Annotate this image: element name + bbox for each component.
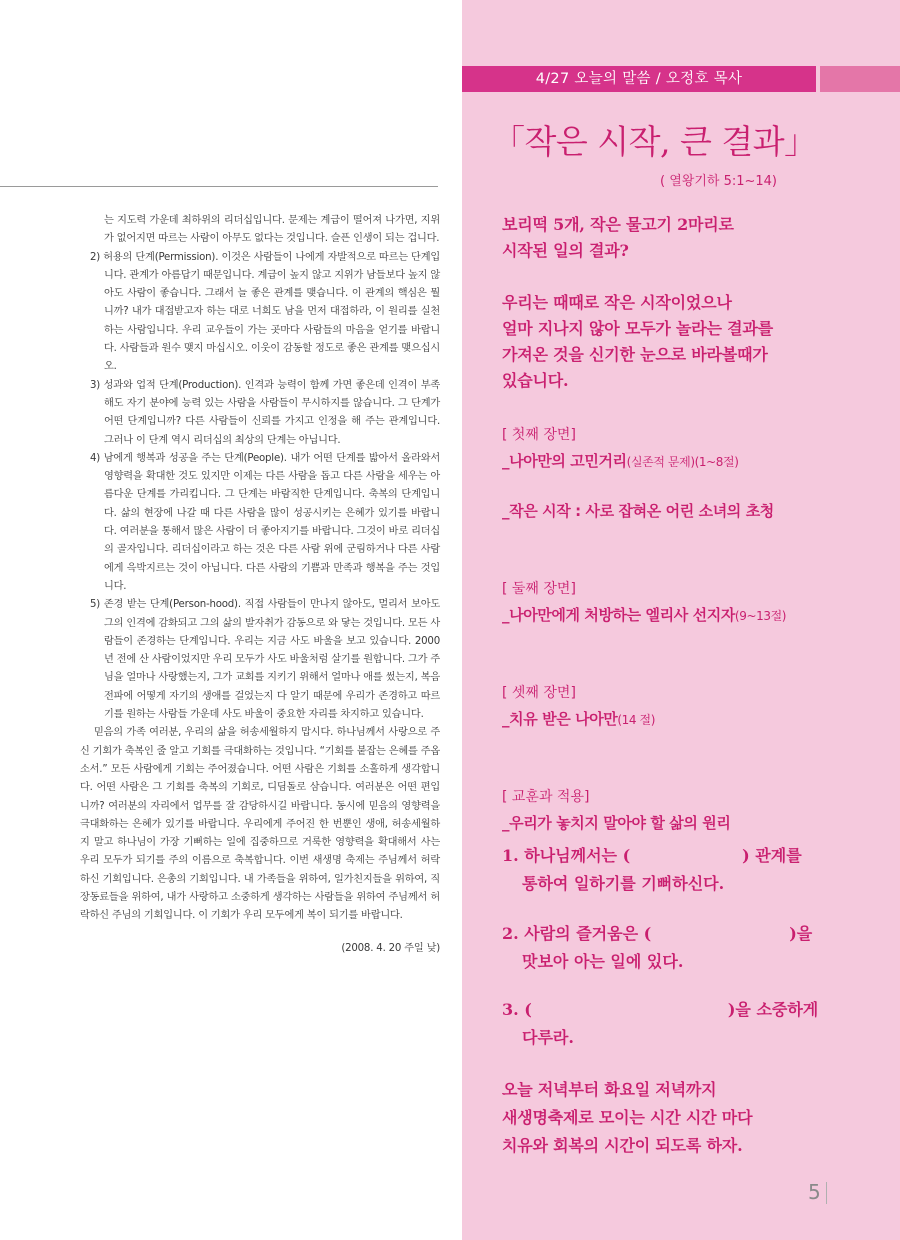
lesson-label: [ 교훈과 적용] [502, 789, 590, 805]
scene3-point1 [502, 708, 655, 729]
list-item-4: 4) 남에게 행복과 성공을 주는 단계(People). 내가 어떤 단계를 밟아서 올라와서 영향력을 확대한 것도 있지만 이제는 다른 사람을 돕고 다른 사람을 세우는 아름다운 단계를 가리킵니다. 그 단계는 바람직한 단계입니다. 축복의 단계입니다. 삶의 현장에 나갈 때 다른 사람을 많이 성공시키는 은혜가 있기를 바랍니다. 여러분을 통해서 많은 사람이 더 좋아지기를 바랍니다. 그것이 바로 리더십의 골자입니다. 리더십이라고 하는 것은 다른 사람 위에 군림하거나 다른 사람에게 윽박지르는 것이 아닙니다. 다른 사람의 기쁨과 만족과 행복을 주는 것입니다. [90, 452, 440, 592]
point-text: _나아만에게 처방하는 엘리사 선지자 [502, 606, 735, 624]
text-line: 새생명축제로 모이는 시간 시간 마다 [502, 1108, 753, 1127]
page-number: 5 [808, 1180, 821, 1204]
lesson-line [502, 842, 842, 870]
point-note: (실존적 문제)(1~8절) [626, 455, 739, 469]
scene1-point1 [502, 450, 738, 471]
lesson-line: 맛보아 아는 일에 있다. [522, 952, 684, 971]
sermon-date: (2008. 4. 20 주일 낮) [341, 942, 440, 954]
blank-start: 2. 사람의 즐거움은 ( [502, 924, 652, 943]
blank-end: ) 관계를 [742, 846, 802, 865]
text-line: 오늘 저녁부터 화요일 저녁까지 [502, 1080, 717, 1099]
closing-paragraph: 믿음의 가족 여러분, 우리의 삶을 허송세월하지 맙시다. 하나님께서 사랑으로 주신 기회가 축복인 줄 알고 기회를 극대화하는 것입니다. “기회를 붙잡는 은혜를 주옵소서.” 모든 사람에게 기회는 주어졌습니다. 어떤 사람은 기회를 소홀하게 생각합니다. 어떤 사람은 그 기회를 축복의 기회로, 디딤돌로 삼습니다. 여러분은 어떤 편입니까? 여러분의 자리에서 업무를 잘 감당하시길 바랍니다. 동시에 믿음의 영향력을 극대화하는 은혜가 있기를 바랍니다. 우리에게 주어진 한 번뿐인 생애, 허송세월하지 말고 하나님이 가장 기뻐하는 일에 집중하므로 거룩한 영향력을 확대해서 사는 우리 모두가 되기를 주의 이름으로 축복합니다. 이번 새생명 축제는 주님께서 허락하신 기회입니다. 은총의 기회입니다. 내 가족들을 위하여, 일가친지들을 위하여, 직장동료들을 위하여, 내가 사랑하고 소중하게 생각하는 사람들을 위하여 주님께서 허락하신 주님의 기회입니다. 이 기회가 우리 모두에게 복이 되기를 바랍니다. [80, 727, 440, 922]
lesson-line [502, 996, 842, 1024]
text-line: 보리떡 5개, 작은 물고기 2마리로 [502, 215, 734, 234]
lesson-item-3 [502, 996, 842, 1052]
lesson-line: 다루라. [522, 1028, 574, 1047]
text-line: 우리는 때때로 작은 시작이었으나 [502, 293, 732, 312]
scripture-reference: ( 열왕기하 5:1~14) [660, 174, 777, 189]
point-note: (14 절) [617, 713, 656, 727]
lesson-line: 통하여 일하기를 기뻐하신다. [522, 874, 725, 893]
lesson-item-2 [502, 920, 842, 976]
intro-statement [502, 290, 842, 394]
scene1-label: [ 첫째 장면] [502, 427, 576, 443]
text-line: 시작된 일의 결과? [502, 241, 629, 260]
list-item-5: 5) 존경 받는 단계(Person-hood). 직접 사람들이 만나지 않아도, 멀리서 보아도 그의 인격에 감화되고 그의 삶의 발자취가 감동으로 와 닿는 것입니다. 모든 사람들이 존경하는 단계입니다. 우리는 지금 사도 바울을 보고 있습니다. 2000년 전에 산 사람이었지만 우리 모두가 사도 바울처럼 살기를 원합니다. 그가 주님을 얼마나 사랑했는지, 그가 교회를 지키기 위해서 얼마나 애를 썼는지, 복음전파에 어떻게 자기의 생애를 걸었는지 다 알기 때문에 우리가 존경하고 따르기를 원하는 사람들 가운데 사도 바울이 중요한 자리를 차지하고 있습니다. [90, 599, 440, 721]
lesson-item-1 [502, 842, 842, 898]
text-line: 가져온 것을 신기한 눈으로 바라볼때가 [502, 345, 768, 364]
closing-exhortation [502, 1076, 842, 1160]
point-text: _치유 받은 나아만 [502, 710, 618, 728]
scene2-label: [ 둘째 장면] [502, 581, 576, 597]
lesson-heading: _우리가 놓치지 말아야 할 삶의 원리 [502, 814, 731, 832]
list-item-2: 2) 허용의 단계(Permission). 이것은 사람들이 나에게 자발적으로 따르는 단계입니다. 관계가 아름답기 때문입니다. 계급이 높지 않고 지위가 남들보다 높지 않아도 사람이 좋습니다. 그래서 늘 좋은 관계를 맺습니다. 이 관계의 핵심은 뭘니까? 내가 대접받고자 하는 대로 너희도 남을 먼저 대접하라, 이 원리를 실천하는 사람입니다. 우리 교우들이 가는 곳마다 사람들의 마음을 얻기를 바랍니다. 사람들과 원수 맺지 마십시오. 이웃이 감동할 정도로 좋은 관계를 맺으십시오. [90, 251, 440, 373]
text-line: 있습니다. [502, 371, 569, 390]
intro-question [502, 212, 842, 264]
text-line: 치유와 회복의 시간이 되도록 하자. [502, 1136, 743, 1155]
sermon-title: 「작은 시작, 큰 결과」 [492, 122, 817, 161]
blank-start: 3. ( [502, 1000, 532, 1019]
left-divider [0, 186, 438, 187]
point-text: _나아만의 고민거리 [502, 452, 627, 470]
header-banner: 4/27 오늘의 말씀 / 오정호 목사 [462, 66, 816, 92]
blank-end: )을 소중하게 [727, 1000, 819, 1019]
intro-paragraph: 는 지도력 가운데 최하위의 리더십입니다. 문제는 계급이 떨어져 나가면, 지위가 없어지면 따르는 사람이 아무도 없다는 것입니다. 슬픈 인생이 되는 겁니다. [104, 215, 440, 245]
scene3-label: [ 셋째 장면] [502, 685, 576, 701]
blank-start: 1. 하나님께서는 ( [502, 846, 631, 865]
blank-end: )을 [789, 924, 813, 943]
page-number-rule [826, 1182, 827, 1204]
list-item-3: 3) 성과와 업적 단계(Production). 인격과 능력이 함께 가면 좋은데 인격이 부족해도 자기 분야에 능력 있는 사람을 사람들이 무시하지를 않습니다. 그 단계가 어떤 단계입니까? 다른 사람들이 신뢰를 가지고 인정을 해 주는 관계입니다. 그러나 이 단계 역시 리더십의 최상의 단계는 아닙니다. [90, 379, 440, 446]
lesson-line [502, 920, 842, 948]
scene2-point1 [502, 604, 786, 625]
text-line: 얼마 지나지 않아 모두가 놀라는 결과를 [502, 319, 773, 338]
scene1-point2: _작은 시작 : 사로 잡혀온 어린 소녀의 초청 [502, 502, 774, 520]
header-tab-accent [820, 66, 900, 92]
sermon-body-text [80, 212, 440, 958]
point-note: (9~13절) [734, 609, 787, 623]
